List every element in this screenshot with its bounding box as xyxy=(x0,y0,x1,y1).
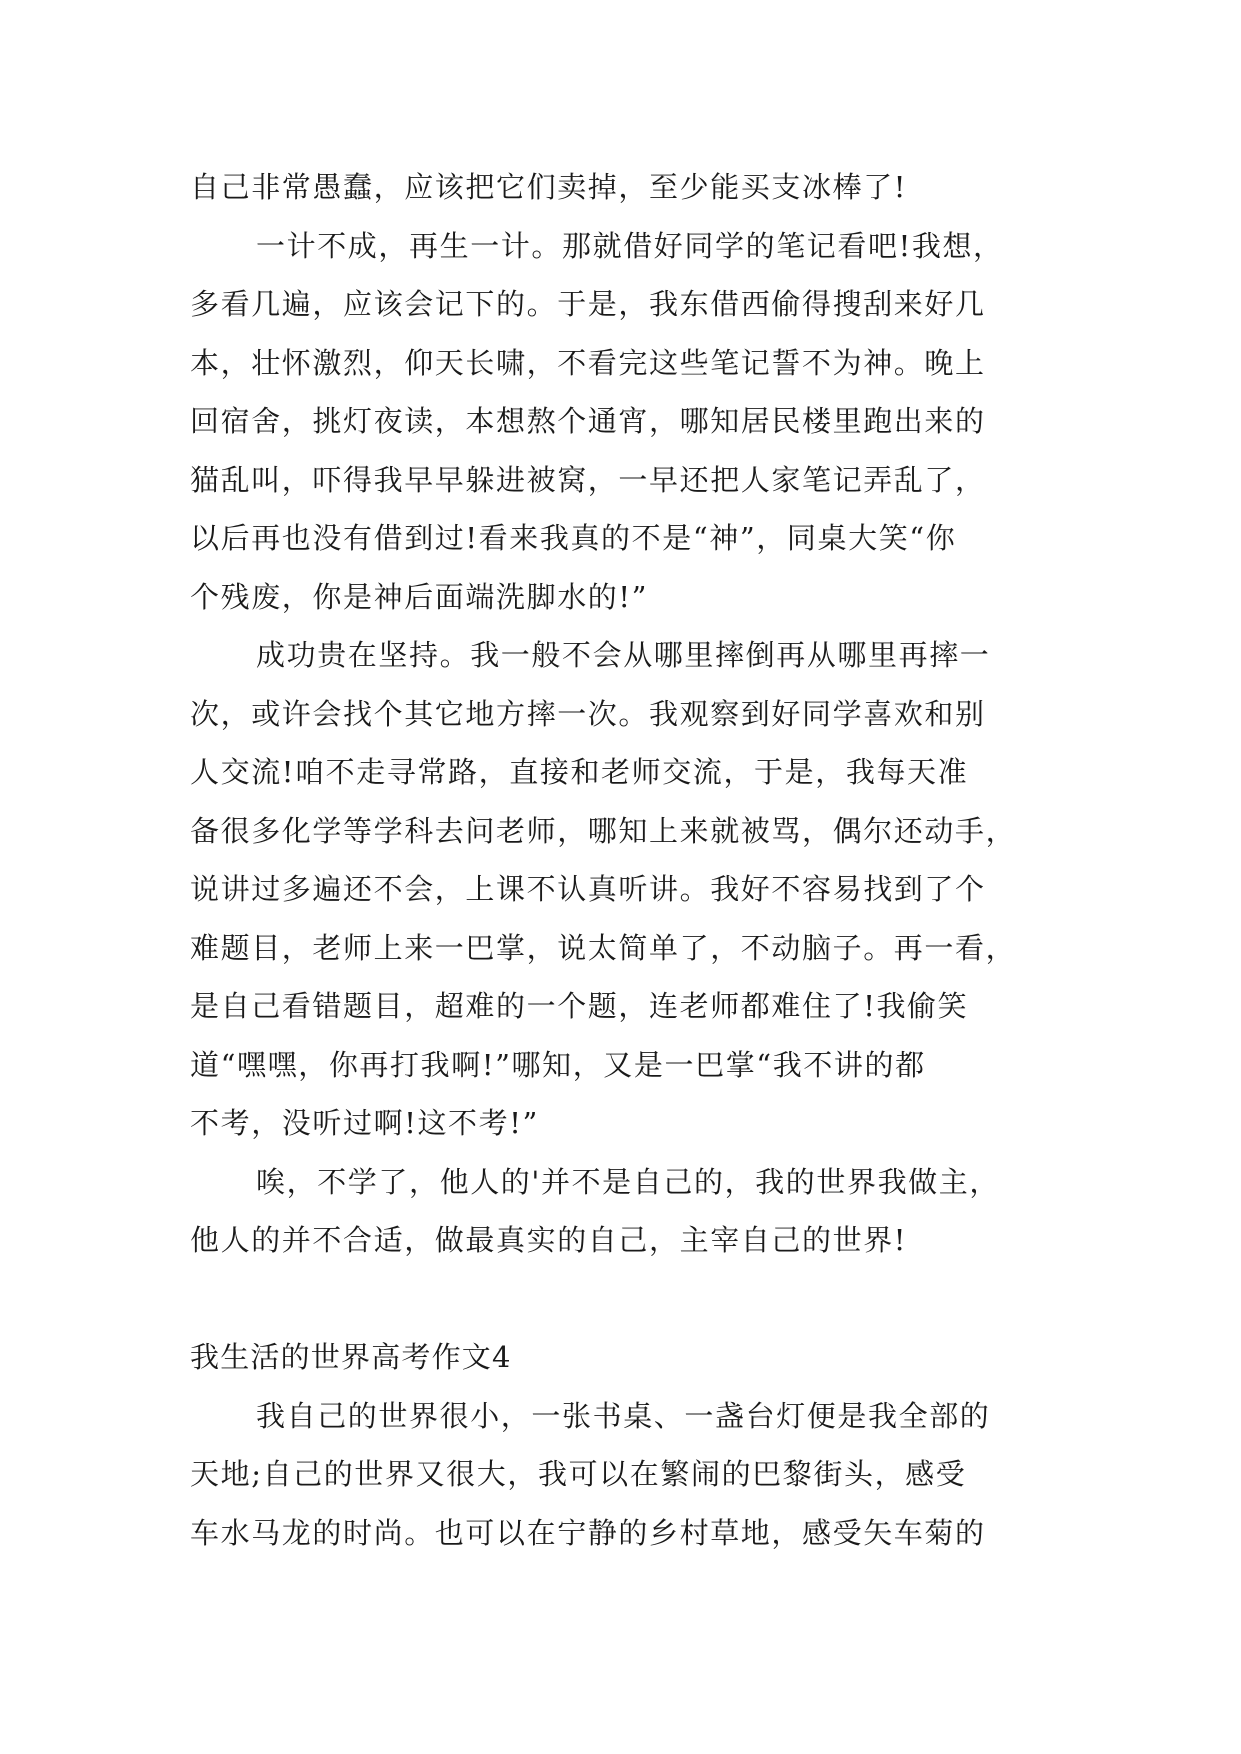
paragraph-line: 多看几遍，应该会记下的。于是，我东借西偷得搜刮来好几 xyxy=(190,287,986,321)
paragraph-line: 他人的并不合适，做最真实的自己，主宰自己的世界! xyxy=(190,1223,908,1257)
paragraph-line: 以后再也没有借到过!看来我真的不是“神”，同桌大笑“你 xyxy=(190,521,957,555)
paragraph-line: 难题目，老师上来一巴掌，说太简单了，不动脑子。再一看， xyxy=(190,930,1017,965)
paragraph-line: 本，壮怀激烈，仰天长啸，不看完这些笔记誓不为神。晚上 xyxy=(190,345,986,380)
essay-body xyxy=(190,158,1070,1562)
paragraph-line: 猫乱叫，吓得我早早躲进被窝，一早还把人家笔记弄乱了， xyxy=(190,462,986,497)
paragraph-line: 次，或许会找个其它地方摔一次。我观察到好同学喜欢和别 xyxy=(190,696,986,731)
section-heading: 我生活的世界高考作文4 xyxy=(190,1340,512,1374)
paragraph-line: 说讲过多遍还不会，上课不认真听讲。我好不容易找到了个 xyxy=(190,872,986,906)
paragraph-line: 成功贵在坚持。我一般不会从哪里摔倒再从哪里再摔一 xyxy=(256,638,991,672)
paragraph-line: 不考，没听过啊!这不考!” xyxy=(190,1106,539,1140)
paragraph-line: 车水马龙的时尚。也可以在宁静的乡村草地，感受矢车菊的 xyxy=(190,1515,986,1550)
paragraph-line: 道“嘿嘿，你再打我啊!”哪知，又是一巴掌“我不讲的都 xyxy=(190,1047,926,1082)
paragraph-line: 唉，不学了，他人的'并不是自己的，我的世界我做主， xyxy=(256,1164,1000,1199)
section-spacer xyxy=(190,1270,1070,1329)
paragraph-line: 个残废，你是神后面端洗脚水的!” xyxy=(190,579,649,614)
paragraph-line: 备很多化学等学科去问老师，哪知上来就被骂，偶尔还动手， xyxy=(190,813,1017,848)
paragraph-line: 回宿舍，挑灯夜读，本想熬个通宵，哪知居民楼里跑出来的 xyxy=(190,404,986,438)
paragraph-line: 一计不成，再生一计。那就借好同学的笔记看吧!我想， xyxy=(256,228,1004,263)
paragraph-line: 是自己看错题目，超难的一个题，连老师都难住了!我偷笑 xyxy=(190,989,969,1023)
paragraph-line: 自己非常愚蠢，应该把它们卖掉，至少能买支冰棒了! xyxy=(190,170,908,204)
paragraph-line: 我自己的世界很小，一张书桌、一盏台灯便是我全部的 xyxy=(256,1398,991,1433)
paragraph-line: 人交流!咱不走寻常路，直接和老师交流，于是，我每天准 xyxy=(190,755,969,789)
paragraph-line: 天地;自己的世界又很大，我可以在繁闹的巴黎街头，感受 xyxy=(190,1457,967,1491)
